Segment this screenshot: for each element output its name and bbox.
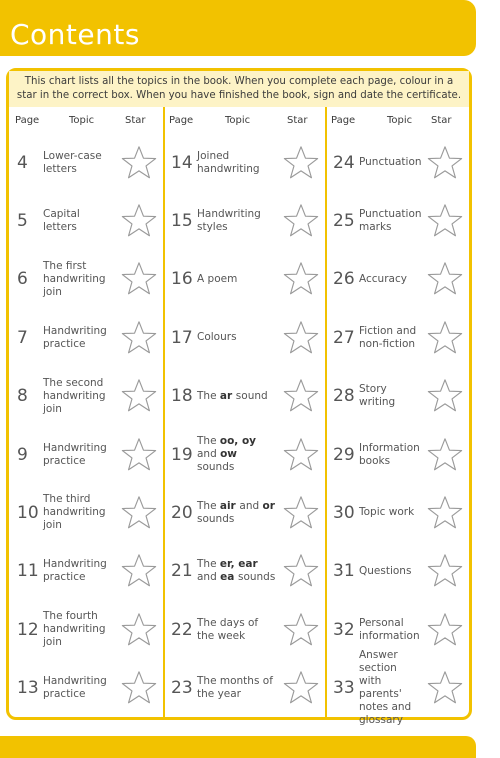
topic-label: Fiction and non-fiction (359, 324, 417, 350)
star-outline-icon (120, 260, 158, 298)
topic-label: The er, ear and ea sounds (197, 558, 276, 584)
page-number: 27 (333, 327, 355, 348)
table-row (9, 191, 163, 250)
contents-grid (9, 107, 469, 727)
table-row (325, 649, 469, 727)
table-row (325, 133, 469, 192)
star-box[interactable] (279, 487, 323, 538)
table-row (325, 483, 469, 542)
topic-label: Handwriting practice (43, 675, 107, 701)
topic-label: Handwriting practice (43, 558, 107, 584)
table-row (9, 542, 163, 601)
page-number: 9 (17, 444, 28, 465)
page-number: 8 (17, 386, 28, 407)
table-row (9, 250, 163, 309)
table-row (325, 308, 469, 367)
page-number: 30 (333, 502, 355, 523)
star-outline-icon (426, 377, 464, 415)
topic-label: The third handwriting join (43, 493, 106, 532)
star-box[interactable] (279, 312, 323, 363)
star-box[interactable] (423, 546, 467, 597)
header-page: Page (15, 115, 40, 126)
star-box[interactable] (279, 663, 323, 714)
star-outline-icon (120, 494, 158, 532)
topic-label: Handwriting styles (197, 207, 261, 233)
table-row (163, 425, 325, 484)
star-box[interactable] (423, 487, 467, 538)
contents-column-3 (325, 107, 469, 727)
page-number: 23 (171, 678, 193, 699)
star-outline-icon (282, 319, 320, 357)
star-box[interactable] (423, 663, 467, 714)
topic-label: A poem (197, 272, 238, 285)
star-box[interactable] (279, 137, 323, 188)
star-box[interactable] (279, 604, 323, 655)
page-number: 26 (333, 269, 355, 290)
star-box[interactable] (423, 604, 467, 655)
topic-label: The air and or sounds (197, 499, 275, 525)
topic-label: Questions (359, 564, 412, 577)
footer-band (0, 736, 476, 758)
header-band (0, 0, 476, 56)
star-outline-icon (120, 202, 158, 240)
topic-label: The oo, oy and ow sounds (197, 435, 257, 473)
star-outline-icon (282, 669, 320, 707)
page-number: 33 (333, 678, 355, 699)
topic-label: The fourth handwriting join (43, 610, 106, 649)
page-number: 13 (17, 678, 39, 699)
star-box[interactable] (117, 371, 161, 422)
star-box[interactable] (423, 371, 467, 422)
page-number: 6 (17, 269, 28, 290)
page-number: 31 (333, 561, 355, 582)
page-number: 29 (333, 444, 355, 465)
star-box[interactable] (423, 195, 467, 246)
topic-label: The first handwriting join (43, 259, 106, 298)
topic-label: Topic work (359, 506, 415, 519)
intro-text (9, 71, 469, 107)
contents-column-1 (9, 107, 163, 717)
star-outline-icon (120, 611, 158, 649)
page-number: 16 (171, 269, 193, 290)
page-number: 25 (333, 210, 355, 231)
star-box[interactable] (117, 137, 161, 188)
page-number: 7 (17, 327, 28, 348)
star-outline-icon (426, 319, 464, 357)
page-number: 15 (171, 210, 193, 231)
page-number: 19 (171, 444, 193, 465)
star-box[interactable] (423, 429, 467, 480)
star-box[interactable] (117, 487, 161, 538)
star-outline-icon (120, 144, 158, 182)
header-topic: Topic (69, 115, 95, 126)
header-star: Star (125, 115, 146, 126)
topic-label: Personal information (359, 616, 420, 642)
table-row (9, 425, 163, 484)
table-row (163, 191, 325, 250)
star-box[interactable] (423, 312, 467, 363)
star-box[interactable] (117, 546, 161, 597)
table-row (9, 367, 163, 426)
page-number: 10 (17, 502, 39, 523)
table-row (163, 659, 325, 718)
star-box[interactable] (279, 429, 323, 480)
table-row (325, 425, 469, 484)
header-page: Page (169, 115, 194, 126)
page-number: 12 (17, 619, 39, 640)
star-outline-icon (282, 494, 320, 532)
table-row (163, 600, 325, 659)
topic-label: Punctuation marks (359, 207, 422, 233)
header-star: Star (431, 115, 452, 126)
topic-label: Punctuation (359, 156, 422, 168)
intro-line-2: star in the correct box. When you have finished the book, sign and date the certificate. (16, 90, 462, 101)
topic-label: The ar sound (197, 389, 268, 402)
table-row (9, 600, 163, 659)
topic-label: Colours (197, 331, 237, 344)
star-outline-icon (120, 436, 158, 474)
topic-label: Capital letters (43, 207, 80, 233)
table-row (325, 542, 469, 601)
table-row (163, 367, 325, 426)
header-topic: Topic (225, 115, 251, 126)
star-outline-icon (282, 260, 320, 298)
table-row (9, 659, 163, 718)
column-header (163, 107, 325, 133)
page-number: 17 (171, 327, 193, 348)
star-box[interactable] (279, 254, 323, 305)
star-outline-icon (282, 377, 320, 415)
table-row (325, 250, 469, 309)
topic-label: Answer section with parents' notes and glossary (359, 649, 412, 727)
topic-label: Accuracy (359, 272, 407, 285)
table-row (163, 308, 325, 367)
topic-label: Lower-case letters (43, 149, 102, 175)
star-outline-icon (426, 552, 464, 590)
column-header (9, 107, 163, 133)
page-number: 22 (171, 619, 193, 640)
table-row (163, 542, 325, 601)
star-outline-icon (282, 144, 320, 182)
star-outline-icon (426, 436, 464, 474)
page-number: 32 (333, 619, 355, 640)
star-box[interactable] (423, 254, 467, 305)
topic-label: Information books (359, 441, 420, 467)
column-header (325, 107, 469, 133)
star-outline-icon (426, 669, 464, 707)
star-outline-icon (282, 611, 320, 649)
star-box[interactable] (117, 254, 161, 305)
table-row (9, 133, 163, 192)
table-row (163, 250, 325, 309)
page-number: 21 (171, 561, 193, 582)
star-box[interactable] (117, 604, 161, 655)
topic-label: Handwriting practice (43, 324, 107, 350)
star-outline-icon (282, 552, 320, 590)
page-number: 11 (17, 561, 39, 582)
star-outline-icon (120, 377, 158, 415)
table-row (9, 483, 163, 542)
page-number: 4 (17, 152, 28, 173)
page-number: 24 (333, 152, 355, 173)
header-star: Star (287, 115, 308, 126)
star-box[interactable] (423, 137, 467, 188)
star-outline-icon (426, 260, 464, 298)
table-row (163, 483, 325, 542)
page-number: 18 (171, 386, 193, 407)
topic-label: The second handwriting join (43, 376, 106, 415)
table-row (163, 133, 325, 192)
star-outline-icon (282, 436, 320, 474)
star-outline-icon (120, 319, 158, 357)
page-number: 5 (17, 210, 28, 231)
star-outline-icon (120, 669, 158, 707)
star-box[interactable] (279, 546, 323, 597)
star-box[interactable] (117, 663, 161, 714)
intro-line-1: This chart lists all the topics in the book. When you complete each page, colour in a (24, 76, 454, 87)
star-box[interactable] (279, 195, 323, 246)
header-page: Page (331, 115, 356, 126)
star-outline-icon (282, 202, 320, 240)
table-row (325, 191, 469, 250)
header-topic: Topic (387, 115, 413, 126)
topic-label: Story writing (359, 383, 396, 409)
topic-label: The days of the week (197, 616, 259, 642)
topic-label: The months of the year (197, 675, 273, 701)
star-outline-icon (426, 611, 464, 649)
contents-chart (6, 68, 472, 727)
star-outline-icon (426, 494, 464, 532)
table-row (9, 308, 163, 367)
contents-column-2 (163, 107, 325, 717)
page-number: 20 (171, 502, 193, 523)
page-title: Contents (10, 18, 140, 51)
star-box[interactable] (279, 371, 323, 422)
topic-label: Joined handwriting (197, 149, 260, 175)
star-box[interactable] (117, 195, 161, 246)
star-box[interactable] (117, 429, 161, 480)
page-number: 28 (333, 386, 355, 407)
table-row (325, 367, 469, 426)
page-number: 14 (171, 152, 193, 173)
star-outline-icon (120, 552, 158, 590)
star-outline-icon (426, 202, 464, 240)
star-outline-icon (426, 144, 464, 182)
topic-label: Handwriting practice (43, 441, 107, 467)
star-box[interactable] (117, 312, 161, 363)
